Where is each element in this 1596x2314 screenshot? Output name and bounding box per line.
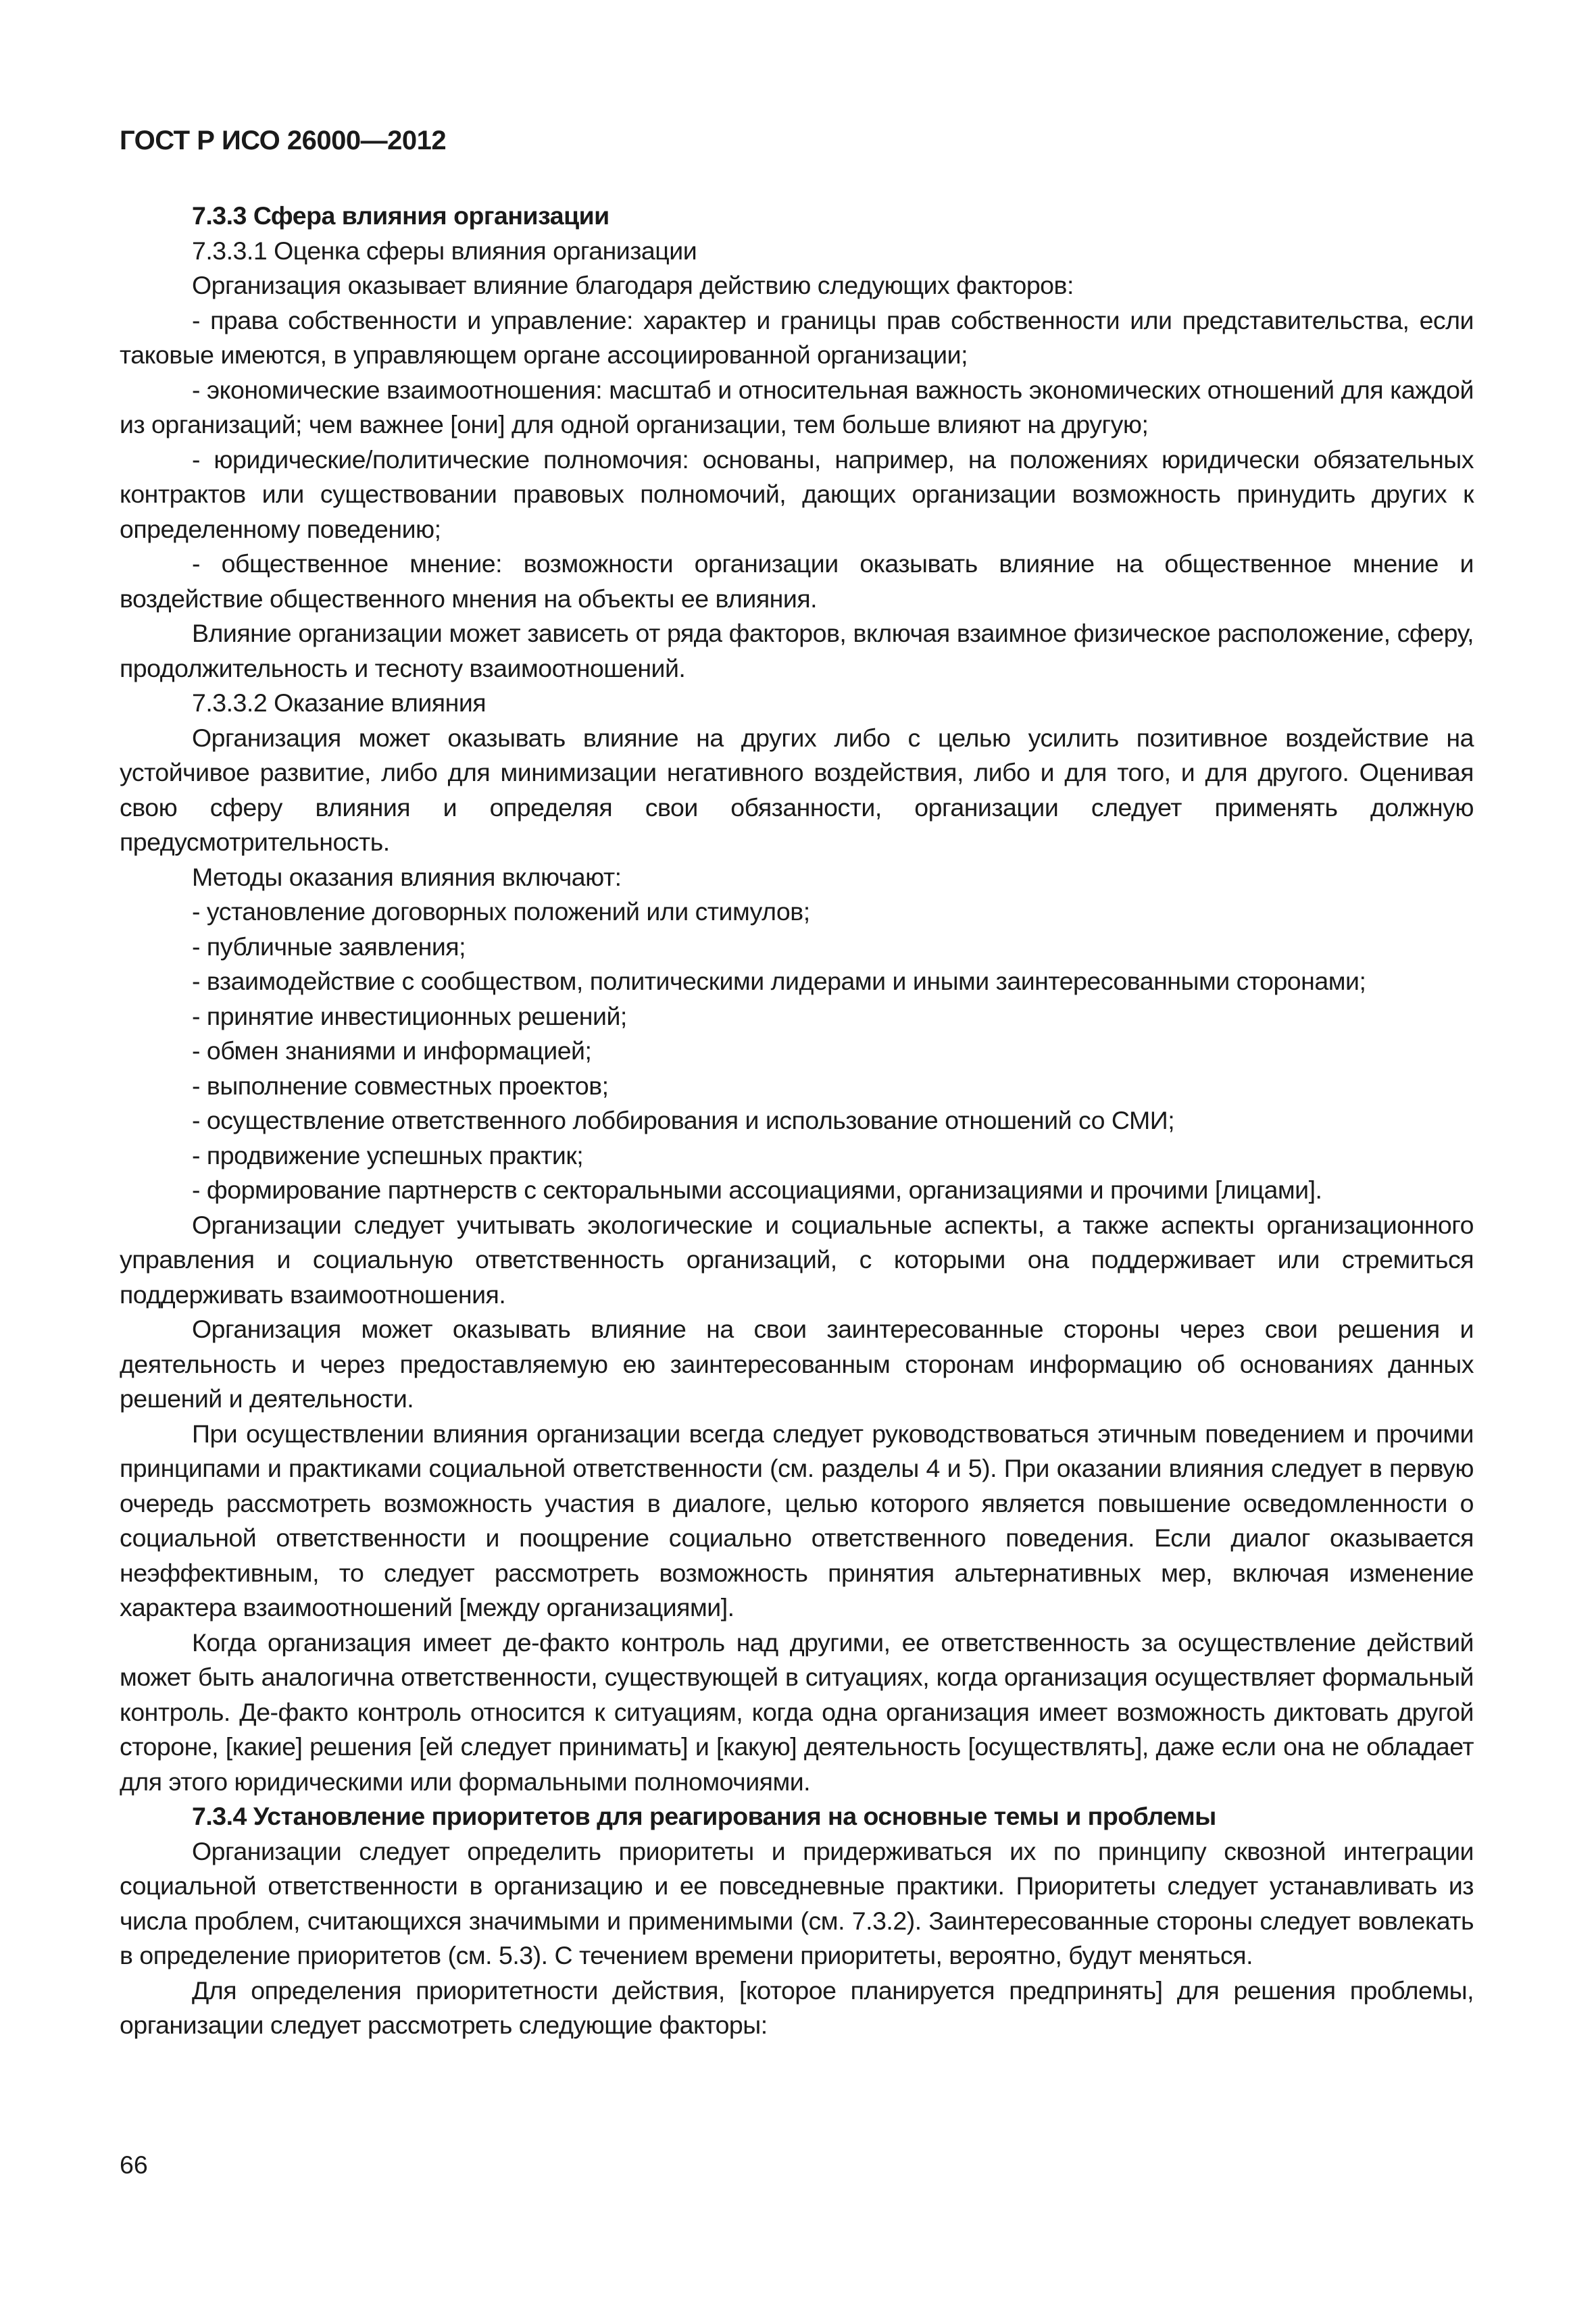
section-heading: 7.3.3 Сфера влияния организации xyxy=(192,201,609,230)
paragraph: - общественное мнение: возможности организации оказывать влияние на общественное мнение и воздействие общественного мнения на объекты ее влияния. xyxy=(120,549,1474,613)
paragraph: - юридические/политические полномочия: основаны, например, на положениях юридически обязательных контрактов или существовании правовых полномочий, дающих организации возможность принудить других к определенному поведению; xyxy=(120,445,1474,543)
list-item: - публичные заявления; xyxy=(192,932,466,961)
paragraph: Для определения приоритетности действия, [которое планируется предпринять] для решения проблемы, организации следует рассмотреть следующие факторы: xyxy=(120,1976,1474,2039)
paragraph: 7.3.3.2 Оказание влияния xyxy=(192,688,487,717)
paragraph: Организация может оказывать влияние на других либо с целью усилить позитивное воздействие на устойчивое развитие, либо для минимизации негативного воздействия, либо и для того, и для другого. Оценивая свою сферу влияния и определяя свои обязанности, организации следует применять должную предусмотрительность. xyxy=(120,723,1474,856)
list-item: - выполнение совместных проектов; xyxy=(192,1071,609,1100)
paragraph: Методы оказания влияния включают: xyxy=(192,862,622,891)
paragraph: Организации следует определить приоритеты и придерживаться их по принципу сквозной интеграции социальной ответственности в организацию и ее повседневные практики. Приоритеты следует устанавливать из числа проблем, считающихся значимыми и применимыми (см. 7.3.2). Заинтересованные стороны следует вовлекать в определение приоритетов (см. 5.3). С течением времени приоритеты, вероятно, будут меняться. xyxy=(120,1836,1474,1969)
paragraph: - экономические взаимоотношения: масштаб и относительная важность экономических отношений для каждой из организаций; чем важнее [они] для одной организации, тем больше влияют на другую; xyxy=(120,375,1474,438)
section-heading: 7.3.4 Установление приоритетов для реагирования на основные темы и проблемы xyxy=(192,1802,1216,1830)
list-item: - принятие инвестиционных решений; xyxy=(192,1001,627,1030)
list-item: - установление договорных положений или стимулов; xyxy=(192,897,810,926)
paragraph: Организация может оказывать влияние на свои заинтересованные стороны через свои решения и деятельность и через предоставляемую ею заинтересованным сторонам информацию об основаниях данных решений и деятельности. xyxy=(120,1315,1474,1413)
page-number: 66 xyxy=(120,2150,148,2179)
paragraph: - права собственности и управление: характер и границы прав собственности или представительства, если таковые имеются, в управляющем органе ассоциированной организации; xyxy=(120,305,1474,369)
paragraph: Влияние организации может зависеть от ряда факторов, включая взаимное физическое расположение, сферу, продолжительность и тесноту взаимоотношений. xyxy=(120,619,1474,682)
paragraph: Организации следует учитывать экологические и социальные аспекты, а также аспекты организационного управления и социальную ответственность организаций, с которыми она поддерживает или стремиться поддерживать взаимоотношения. xyxy=(120,1210,1474,1309)
list-item: - осуществление ответственного лоббирования и использование отношений со СМИ; xyxy=(192,1106,1175,1134)
list-item: - обмен знаниями и информацией; xyxy=(192,1036,592,1065)
list-item: - формирование партнерств с секторальными ассоциациями, организациями и прочими [лицами]. xyxy=(192,1176,1322,1204)
document-body xyxy=(120,199,1474,2043)
list-item: - взаимодействие с сообществом, политическими лидерами и иными заинтересованными сторонами; xyxy=(192,967,1366,995)
paragraph: 7.3.3.1 Оценка сферы влияния организации xyxy=(192,236,697,265)
paragraph: При осуществлении влияния организации всегда следует руководствоваться этичным поведением и прочими принципами и практиками социальной ответственности (см. разделы 4 и 5). При оказании влияния следует в первую очередь рассмотреть возможность участия в диалоге, целью которого является повышение осведомленности о социальной ответственности и поощрение социально ответственного поведения. Если диалог оказывается неэффективным, то следует рассмотреть возможность принятия альтернативных мер, включая изменение характера взаимоотношений [между организациями]. xyxy=(120,1419,1474,1621)
document-header: ГОСТ Р ИСО 26000—2012 xyxy=(120,126,447,155)
list-item: - продвижение успешных практик; xyxy=(192,1140,584,1169)
paragraph: Организация оказывает влияние благодаря действию следующих факторов: xyxy=(192,271,1074,299)
paragraph: Когда организация имеет де-факто контроль над другими, ее ответственность за осуществление действий может быть аналогична ответственности, существующей в ситуациях, когда организация осуществляет формальный контроль. Де-факто контроль относится к ситуациям, когда одна организация имеет возможность диктовать другой стороне, [какие] решения [ей следует принимать] и [какую] деятельность [осуществлять], даже если она не обладает для этого юридическими или формальными полномочиями. xyxy=(120,1628,1474,1796)
